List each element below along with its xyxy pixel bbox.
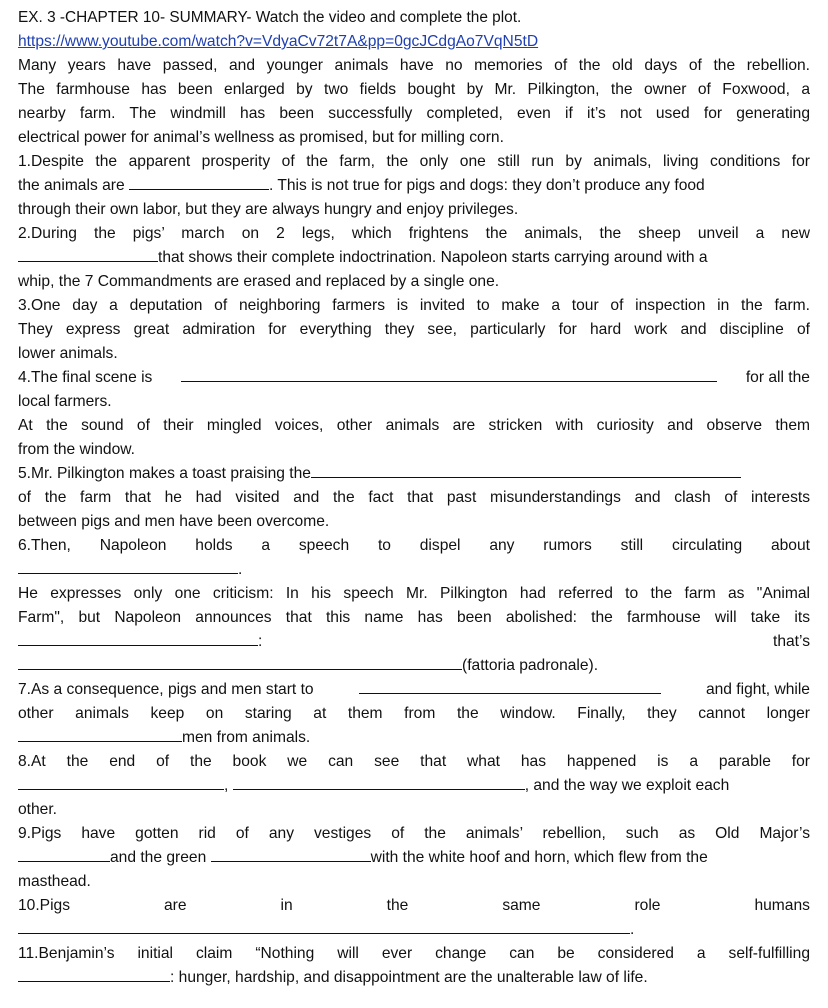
item8-line-3: other. <box>18 801 58 818</box>
item10-word-5: same <box>502 897 541 914</box>
item11-text-b: : hunger, hardship, and disappointment are the unalterable law of life. <box>170 969 648 986</box>
item11-blank[interactable] <box>18 966 170 982</box>
item7-blank-1[interactable] <box>359 678 661 694</box>
item3-line-2: They express great admiration for everything they see, particularly for hard work and discipline of <box>18 321 810 338</box>
item9-text-b: and the green <box>110 849 207 866</box>
video-link-line <box>18 30 810 54</box>
item7-line-3 <box>18 726 810 750</box>
item4-text-a: 4.The final scene is <box>18 369 153 386</box>
item4-blank[interactable] <box>181 366 717 382</box>
item6-text-fattoria: (fattoria padronale). <box>462 657 599 674</box>
item6-blank-1[interactable] <box>18 558 238 574</box>
item9-blank-1[interactable] <box>18 846 110 862</box>
item10-word-2: are <box>164 897 187 914</box>
item6-blank-3[interactable] <box>18 654 462 670</box>
item1-text-a: the animals are <box>18 177 125 194</box>
item1-blank[interactable] <box>129 174 269 190</box>
intro-line-2: The farmhouse has been enlarged by two fields bought by Mr. Pilkington, the owner of Foxwood, a <box>18 81 810 98</box>
item7-text-a: 7.As a consequence, pigs and men start to <box>18 681 314 698</box>
item9-line-1: 9.Pigs have gotten rid of any vestiges of the animals’ rebellion, such as Old Major’s <box>18 825 810 842</box>
item1-line-3: through their own labor, but they are always hungry and enjoy privileges. <box>18 201 519 218</box>
item7-line-1 <box>18 678 810 702</box>
item4-line-3: At the sound of their mingled voices, other animals are stricken with curiosity and observe them <box>18 417 810 434</box>
intro-line-4: electrical power for animal’s wellness as promised, but for milling corn. <box>18 129 504 146</box>
item9-line-3: masthead. <box>18 873 91 890</box>
item3-line-1: 3.One day a deputation of neighboring farmers is invited to make a tour of inspection in the farm. <box>18 297 810 314</box>
item6-line-1: 6.Then, Napoleon holds a speech to dispel any rumors still circulating about <box>18 537 810 554</box>
item8-line-2 <box>18 774 810 798</box>
item10-word-3: in <box>280 897 293 914</box>
video-link[interactable]: https://www.youtube.com/watch?v=VdyaCv72t7A&pp=0gcJCdgAo7VqN5tD <box>18 33 539 50</box>
item5-line-3: between pigs and men have been overcome. <box>18 513 330 530</box>
item8-line-1: 8.At the end of the book we can see that what has happened is a parable for <box>18 753 810 770</box>
item2-line-2 <box>18 246 810 270</box>
item4-line-2: local farmers. <box>18 393 112 410</box>
item6-line-6 <box>18 654 810 678</box>
worksheet-title: EX. 3 -CHAPTER 10- SUMMARY- Watch the video and complete the plot. <box>18 9 522 26</box>
item5-text-a: 5.Mr. Pilkington makes a toast praising the <box>18 465 311 482</box>
item1-text-b: . This is not true for pigs and dogs: they don’t produce any food <box>268 177 705 194</box>
item1-line-2 <box>18 174 810 198</box>
intro-line-1: Many years have passed, and younger animals have no memories of the old days of the rebellion. <box>18 57 810 74</box>
item2-line-1: 2.During the pigs’ march on 2 legs, which frightens the animals, the sheep unveil a new <box>18 225 810 242</box>
item3-line-3: lower animals. <box>18 345 118 362</box>
item10-text-period: . <box>630 921 635 938</box>
item6-text-colon: : <box>258 633 263 650</box>
item6-text-period: . <box>238 561 243 578</box>
item6-line-3: He expresses only one criticism: In his speech Mr. Pilkington had referred to the farm as "Animal <box>18 585 810 602</box>
item10-line-2 <box>18 918 810 942</box>
item8-text-d: , and the way we exploit each <box>524 777 730 794</box>
item2-blank[interactable] <box>18 246 158 262</box>
item4-line-1 <box>18 366 810 390</box>
item5-blank[interactable] <box>311 462 741 478</box>
item10-word-6: role <box>634 897 661 914</box>
item9-blank-2[interactable] <box>211 846 371 862</box>
item7-text-c: men from animals. <box>182 729 311 746</box>
item7-text-b: and fight, while <box>705 681 810 698</box>
item2-text-b: that shows their complete indoctrination. Napoleon starts carrying around with a <box>158 249 708 266</box>
item1-line-1: 1.Despite the apparent prosperity of the farm, the only one still run by animals, living conditions for <box>18 153 810 170</box>
item6-line-2 <box>18 558 810 582</box>
item5-line-2: of the farm that he had visited and the fact that past misunderstandings and clash of interests <box>18 489 810 506</box>
item8-blank-1[interactable] <box>18 774 224 790</box>
item6-line-5 <box>18 630 810 654</box>
item4-line-4: from the window. <box>18 441 136 458</box>
item10-word-1: 10.Pigs <box>18 897 71 914</box>
item8-blank-2[interactable] <box>233 774 525 790</box>
item9-text-d: with the white hoof and horn, which flew from the <box>370 849 708 866</box>
item10-word-7: humans <box>754 897 810 914</box>
item7-line-2: other animals keep on staring at them from the window. Finally, they cannot longer <box>18 705 810 722</box>
item6-text-thats: that’s <box>773 633 810 650</box>
item6-line-4: Farm", but Napoleon announces that this name has been abolished: the farmhouse will take its <box>18 609 810 626</box>
item9-line-2 <box>18 846 810 870</box>
item4-text-b: for all the <box>745 369 810 386</box>
item6-blank-2[interactable] <box>18 630 258 646</box>
item11-line-2 <box>18 966 810 990</box>
item8-text-comma: , <box>224 777 229 794</box>
item7-blank-2[interactable] <box>18 726 182 742</box>
item11-line-1: 11.Benjamin’s initial claim “Nothing will ever change can be considered a self-fulfilling <box>18 945 810 962</box>
item10-line-1 <box>18 894 810 918</box>
item2-line-3: whip, the 7 Commandments are erased and replaced by a single one. <box>18 273 500 290</box>
item10-word-4: the <box>386 897 409 914</box>
intro-line-3: nearby farm. The windmill has been successfully completed, even if it’s not used for generating <box>18 105 810 122</box>
item10-blank[interactable] <box>18 918 630 934</box>
item5-line-1 <box>18 462 810 486</box>
